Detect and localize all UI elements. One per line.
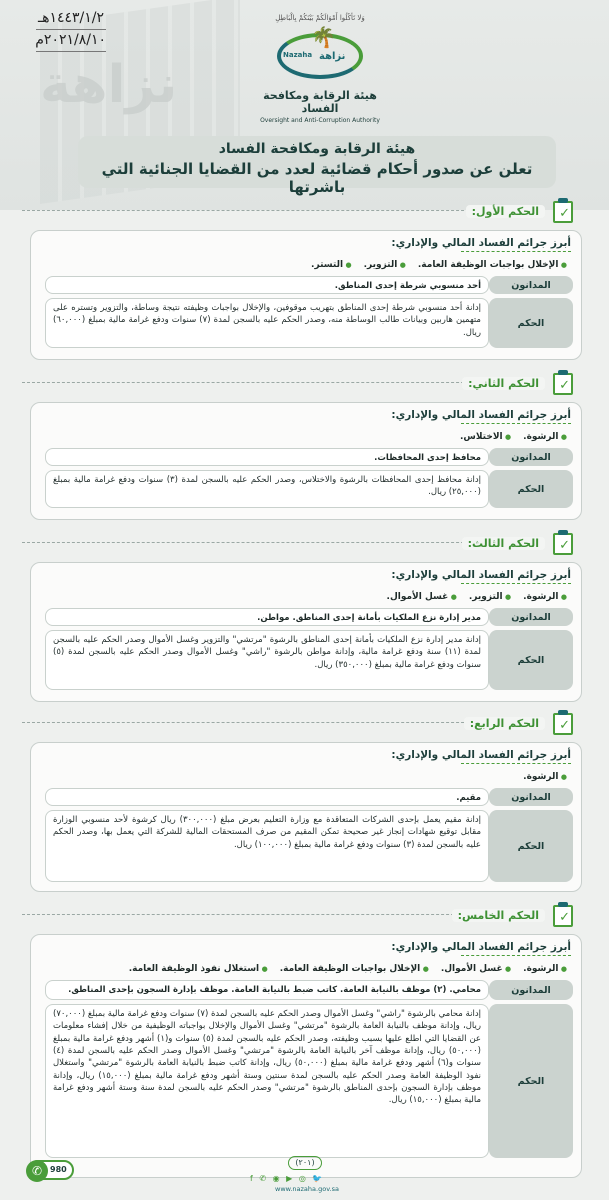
authority-name-ar: هيئة الرقابة ومكافحة الفساد — [263, 89, 377, 115]
date-hijri: ١٤٤٣/١/٢هـ — [36, 8, 106, 30]
verdict-card — [30, 742, 582, 892]
brand-name-en: Nazaha — [283, 51, 313, 59]
defendants-row — [39, 448, 573, 466]
crimes-list — [39, 772, 567, 782]
defendants-value: أحد منسوبي شرطة إحدى المناطق. — [45, 276, 489, 294]
crime-item: ● غسل الأموال. — [387, 592, 457, 602]
defendants-value: مقيم. — [45, 788, 489, 806]
verdict-label: الحكم — [489, 630, 573, 690]
defendants-row — [39, 276, 573, 294]
verdict-card — [30, 934, 582, 1178]
crime-item: ● التستر. — [311, 260, 352, 270]
defendants-label: المدانون — [489, 448, 573, 466]
watermark-text: نزاهة — [40, 55, 178, 115]
crime-item: ● استغلال نفوذ الوظيفة العامة. — [129, 964, 268, 974]
section-heading-label: الحكم الخامس: — [452, 909, 545, 922]
verdict-card — [30, 562, 582, 702]
crime-item: ● الإخلال بواجبات الوظيفة العامة. — [280, 964, 429, 974]
defendants-row — [39, 980, 573, 1000]
verdict-text: إدانة مدير إدارة نزع الملكيات بأمانة إحدى المناطق بالرشوة "مرتشي" والتزوير وغسل الأموال وصدر الحكم عليه بالسجن لمدة (١١) سنة ودفع غرامة مالية، وإدانة مواطن بالرشوة "راشي" وغسل الأموال وصدر الحكم عليه بالسجن لمدة (٥) سنوات ودفع غرامة مالية بمبلغ (٣٥٠,٠٠٠) ريال. — [45, 630, 489, 690]
verdict-label: الحكم — [489, 470, 573, 508]
verdict-row — [39, 1004, 573, 1158]
title-line-2: تعلن عن صدور أحكام قضائية لعدد من القضايا الجنائية التي باشرتها — [101, 160, 533, 196]
brand-name-ar: نزاهة — [319, 51, 346, 62]
section-divider — [22, 914, 489, 915]
phone-icon: ✆ — [26, 1160, 48, 1182]
section-divider — [22, 542, 489, 543]
clipboard-check-icon: ✓ — [549, 198, 573, 224]
crime-item: ● الإخلال بواجبات الوظيفة العامة. — [418, 260, 567, 270]
date-block — [36, 8, 106, 52]
social-icons[interactable]: 🐦 ◎ ▶ ◉ ✆ f — [250, 1174, 325, 1183]
section-heading — [466, 198, 573, 224]
verdict-card — [30, 230, 582, 360]
defendants-row — [39, 788, 573, 806]
defendants-label: المدانون — [489, 788, 573, 806]
verdict-text: إدانة محامي بالرشوة "راشي" وغسل الأموال وصدر الحكم عليه بالسجن لمدة (٧) سنوات ودفع غرامة مالية بمبلغ (٧٠,٠٠٠) ريال، وإدانة موظف بالنيابة العامة بالرشوة "مرتشي" وغسل الأموال والإخلال بواجباته الوظيفية من خلال إفشاء معلومات عن القضايا التي اطلع عليها بسبب وظيفته، وصدر الحكم عليه بالسجن لمدة (٥) سنوات و(١) أشهر ودفع غرامة مالية بمبلغ (٥٠,٠٠٠) ريال، وإدانة موظف آخر بالنيابة العامة بالرشوة "مرتشي" وغسل الأموال وصدر الحكم عليه بالسجن لمدة (٤) سنوات و(٦) أشهر ودفع غرامة مالية بمبلغ (٥٠,٠٠٠) ريال، وإدانة كاتب ضبط بالنيابة العامة بالرشوة "مرتشي" واستغلال نفوذ الوظيفة العامة وصدر الحكم عليه بالسجن لمدة سنتين وستة أشهر ودفع غرامة مالية بمبلغ (١٥,٠٠٠) ريال، وإدانة موظف بإدارة السجون بإحدى المناطق بالرشوة "مرتشي" وصدر الحكم عليه بالسجن لمدة سنة وستة أشهر ودفع غرامة مالية بمبلغ (١٥,٠٠٠) ريال. — [45, 1004, 489, 1158]
verdict-label: الحكم — [489, 1004, 573, 1158]
crime-item: ● الرشوة. — [523, 432, 567, 442]
hotline-badge[interactable] — [28, 1160, 74, 1180]
palm-icon: 🌴 — [311, 25, 336, 49]
clipboard-check-icon: ✓ — [549, 530, 573, 556]
crime-item: ● التزوير. — [364, 260, 406, 270]
crime-item: ● التزوير. — [469, 592, 511, 602]
defendants-value: محامي. (٢) موظف بالنيابة العامة. كاتب ضبط بالنيابة العامة. موظف بإدارة السجون بإحدى المناطق. — [45, 980, 489, 1000]
crime-item: ● غسل الأموال. — [441, 964, 511, 974]
crimes-list — [39, 432, 567, 442]
verdict-text: إدانة مقيم يعمل بإحدى الشركات المتعاقدة مع وزارة التعليم بعرض مبلغ (٣٠٠,٠٠٠) ريال كرشوة لأحد منسوبي الوزارة مقابل توقيع شهادات إنجاز غير صحيحة تمكن المقيم من صرف المستحقات المالية للشركة التي يعمل بها، وصدر الحكم عليه بالسجن لمدة (٣) سنوات ودفع غرامة مالية بمبلغ (١٠٠,٠٠٠) ريال. — [45, 810, 489, 882]
authority-name-en: Oversight and Anti-Corruption Authority — [260, 117, 380, 124]
section-heading — [452, 902, 573, 928]
crimes-title: أبرز جرائم الفساد المالي والإداري: — [39, 237, 571, 252]
defendants-row — [39, 608, 573, 626]
section-heading — [462, 370, 573, 396]
section-divider — [22, 382, 489, 383]
page-number: (٢٠١) — [288, 1156, 322, 1170]
verdict-text: إدانة أحد منسوبي شرطة إحدى المناطق بتهريب موقوفين، والإخلال بواجبات وظيفته نتيجة وساطة، والتزوير وتستره على متهمين هاربين وبيانات طالب الوساطة منه، وصدر الحكم عليه بالسجن لمدة (٧) سنوات ودفع غرامة مالية بمبلغ (٦٠,٠٠٠) ريال. — [45, 298, 489, 348]
crimes-title: أبرز جرائم الفساد المالي والإداري: — [39, 409, 571, 424]
announcement-title — [78, 136, 556, 196]
defendants-label: المدانون — [489, 276, 573, 294]
verdict-text: إدانة محافظ إحدى المحافظات بالرشوة والاختلاس، وصدر الحكم عليه بالسجن لمدة (٣) سنوات ودفع غرامة مالية بمبلغ (٢٥,٠٠٠) ريال. — [45, 470, 489, 508]
clipboard-check-icon: ✓ — [549, 370, 573, 396]
date-gregorian: ٢٠٢١/٨/١٠م — [36, 30, 106, 52]
crime-item: ● الرشوة. — [523, 592, 567, 602]
section-heading-label: الحكم الثاني: — [462, 377, 545, 390]
crimes-list — [39, 592, 567, 602]
verdict-row — [39, 630, 573, 690]
defendants-label: المدانون — [489, 980, 573, 1000]
crimes-list — [39, 964, 567, 974]
verdict-row — [39, 810, 573, 882]
section-divider — [22, 210, 489, 211]
crimes-title: أبرز جرائم الفساد المالي والإداري: — [39, 941, 571, 956]
hotline-number: 980 — [50, 1165, 67, 1174]
section-heading-label: الحكم الأول: — [466, 205, 545, 218]
section-divider — [22, 722, 489, 723]
nazaha-logo — [255, 14, 385, 134]
verdict-label: الحكم — [489, 810, 573, 882]
clipboard-check-icon: ✓ — [549, 902, 573, 928]
crimes-list — [39, 260, 567, 270]
section-heading — [464, 710, 573, 736]
crime-item: ● الرشوة. — [523, 772, 567, 782]
website-link[interactable]: www.nazaha.gov.sa — [275, 1185, 339, 1193]
crimes-title: أبرز جرائم الفساد المالي والإداري: — [39, 569, 571, 584]
title-line-1: هيئة الرقابة ومكافحة الفساد — [218, 141, 416, 157]
section-heading-label: الحكم الثالث: — [462, 537, 545, 550]
crime-item: ● الاختلاس. — [460, 432, 511, 442]
crime-item: ● الرشوة. — [523, 964, 567, 974]
logo-emblem — [277, 25, 363, 83]
section-heading — [462, 530, 573, 556]
verdict-label: الحكم — [489, 298, 573, 348]
verdict-card — [30, 402, 582, 520]
footer — [0, 1148, 609, 1200]
clipboard-check-icon: ✓ — [549, 710, 573, 736]
defendants-label: المدانون — [489, 608, 573, 626]
verdict-row — [39, 298, 573, 348]
crimes-title: أبرز جرائم الفساد المالي والإداري: — [39, 749, 571, 764]
verdict-row — [39, 470, 573, 508]
section-heading-label: الحكم الرابع: — [464, 717, 545, 730]
defendants-value: محافظ إحدى المحافظات. — [45, 448, 489, 466]
logo-crest-text: وَلا تَأكُلُوا أَمْوَالَكُمْ بَيْنَكُمْ بِالْبَاطِلِ — [275, 14, 365, 22]
defendants-value: مدير إدارة نزع الملكيات بأمانة إحدى المناطق. مواطن. — [45, 608, 489, 626]
